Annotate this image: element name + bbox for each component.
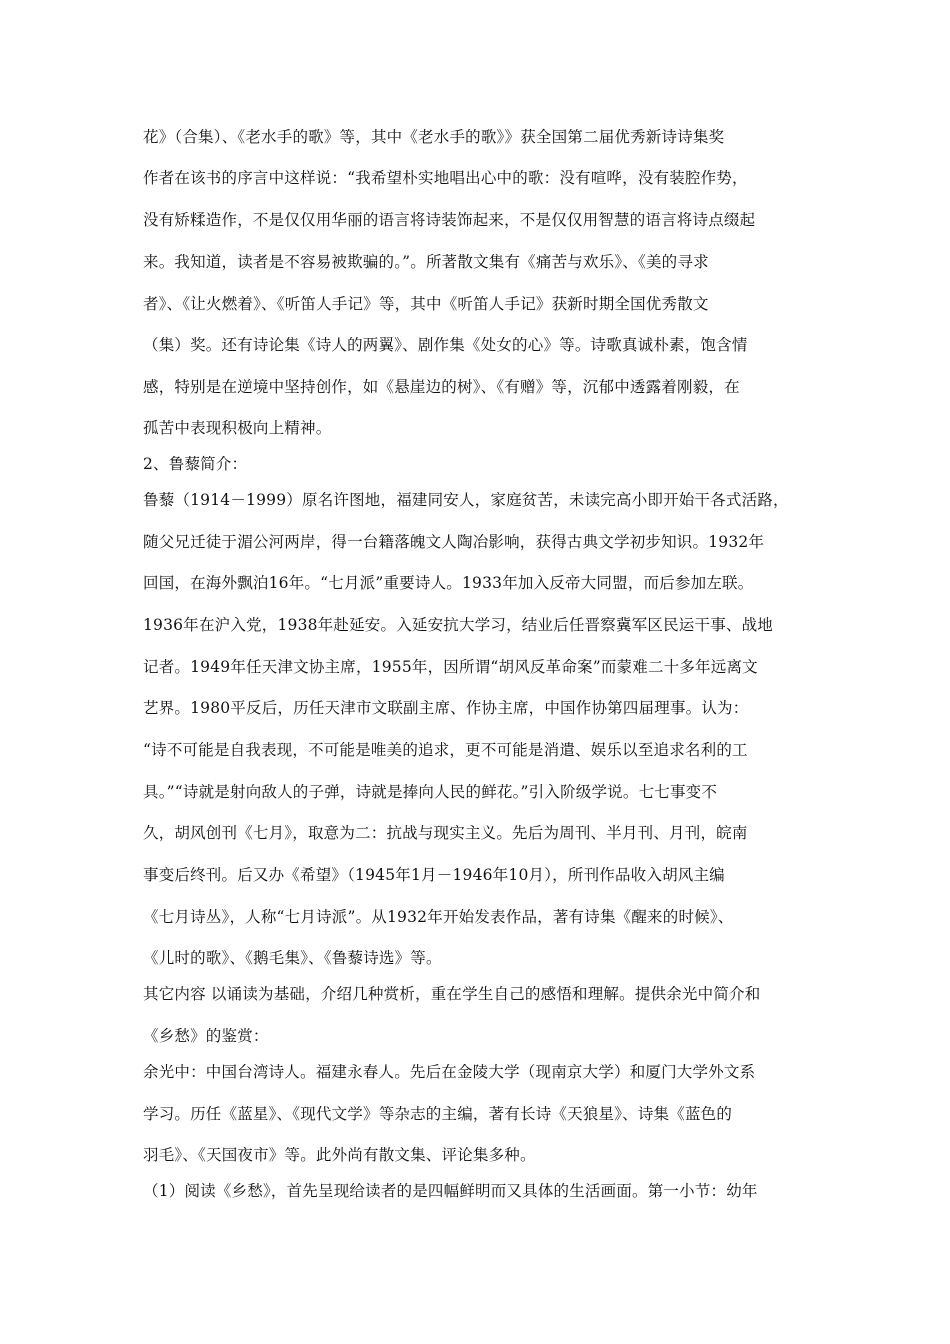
text-line: （集）奖。还有诗论集《诗人的两翼》、剧作集《处女的心》等。诗歌真诚朴素，饱含情 (143, 336, 748, 354)
text-line: 余光中：中国台湾诗人。福建永春人。先后在金陵大学（现南京大学）和厦门大学外文系 (143, 1063, 756, 1081)
text-line: 回国，在海外飘泊16年。“七月派”重要诗人。1933年加入反帝大同盟，而后参加左联。 (143, 574, 754, 592)
section-heading: 2、鲁藜简介： (143, 455, 248, 473)
text-line: 《七月诗丛》，人称“七月诗派”。从1932年开始发表作品，著有诗集《醒来的时候》、 (143, 908, 734, 926)
text-line: 记者。1949年任天津文协主席，1955年，因所谓“胡风反革命案”而蒙难二十多年远离文 (143, 658, 758, 676)
text-line: 艺界。1980平反后，历任天津市文联副主席、作协主席，中国作协第四届理事。认为： (143, 699, 749, 717)
text-line: 花》（合集）、《老水手的歌》等，其中《老水手的歌》》获全国第二届优秀新诗诗集奖 (143, 128, 725, 146)
text-line: （1）阅读《乡愁》，首先呈现给读者的是四幅鲜明而又具体的生活画面。第一小节：幼年 (143, 1182, 758, 1200)
text-line: 久，胡风创刊《七月》，取意为二：抗战与现实主义。先后为周刊、半月刊、月刊，皖南 (143, 824, 748, 842)
text-line: 随父兄迁徒于湄公河两岸，得一台籍落魄文人陶冶影响，获得古典文学初步知识。1932年 (143, 533, 765, 551)
text-line: 羽毛》、《天国夜市》等。此外尚有散文集、评论集多种。 (143, 1146, 536, 1164)
text-line: 事变后终刊。后又办《希望》（1945年1月－1946年10月），所刊作品收入胡风主编 (143, 866, 725, 884)
text-line: 1936年在沪入党，1938年赴延安。入延安抗大学习，结业后任晋察冀军区民运干事、战地 (143, 616, 773, 634)
text-line: 者》、《让火燃着》、《听笛人手记》等，其中《听笛人手记》获新时期全国优秀散文 (143, 295, 709, 313)
text-line: 感，特别是在逆境中坚持创作，如《悬崖边的树》、《有赠》等，沉郁中透露着刚毅，在 (143, 378, 740, 396)
text-line: 孤苦中表现积极向上精神。 (143, 419, 332, 437)
text-line: 具。”“诗就是射向敌人的子弹，诗就是捧向人民的鲜花。”引入阶级学说。七七事变不 (143, 783, 718, 801)
text-line: 学习。历任《蓝星》、《现代文学》等杂志的主编，著有长诗《天狼星》、诗集《蓝色的 (143, 1105, 733, 1123)
text-line: “诗不可能是自我表现，不可能是唯美的追求，更不可能是消遣、娱乐以至追求名利的工 (143, 741, 748, 759)
text-line: 鲁藜（1914－1999）原名许图地，福建同安人，家庭贫苦，未读完高小即开始干各式活路， (143, 491, 789, 509)
text-line: 作者在该书的序言中这样说：“我希望朴实地唱出心中的歌：没有喧哗，没有装腔作势， (143, 169, 748, 187)
text-line: 其它内容 以诵读为基础，介绍几种赏析，重在学生自己的感悟和理解。提供余光中简介和 (143, 985, 761, 1003)
text-line: 《儿时的歌》、《鹅毛集》、《鲁藜诗选》等。 (143, 949, 442, 967)
text-line: 来。我知道，读者是不容易被欺骗的。”。所著散文集有《痛苦与欢乐》、《美的寻求 (143, 253, 709, 271)
text-line: 没有矫糅造作，不是仅仅用华丽的语言将诗装饰起来，不是仅仅用智慧的语言将诗点缀起 (143, 211, 756, 229)
text-line: 《乡愁》的鉴赏： (143, 1027, 269, 1045)
